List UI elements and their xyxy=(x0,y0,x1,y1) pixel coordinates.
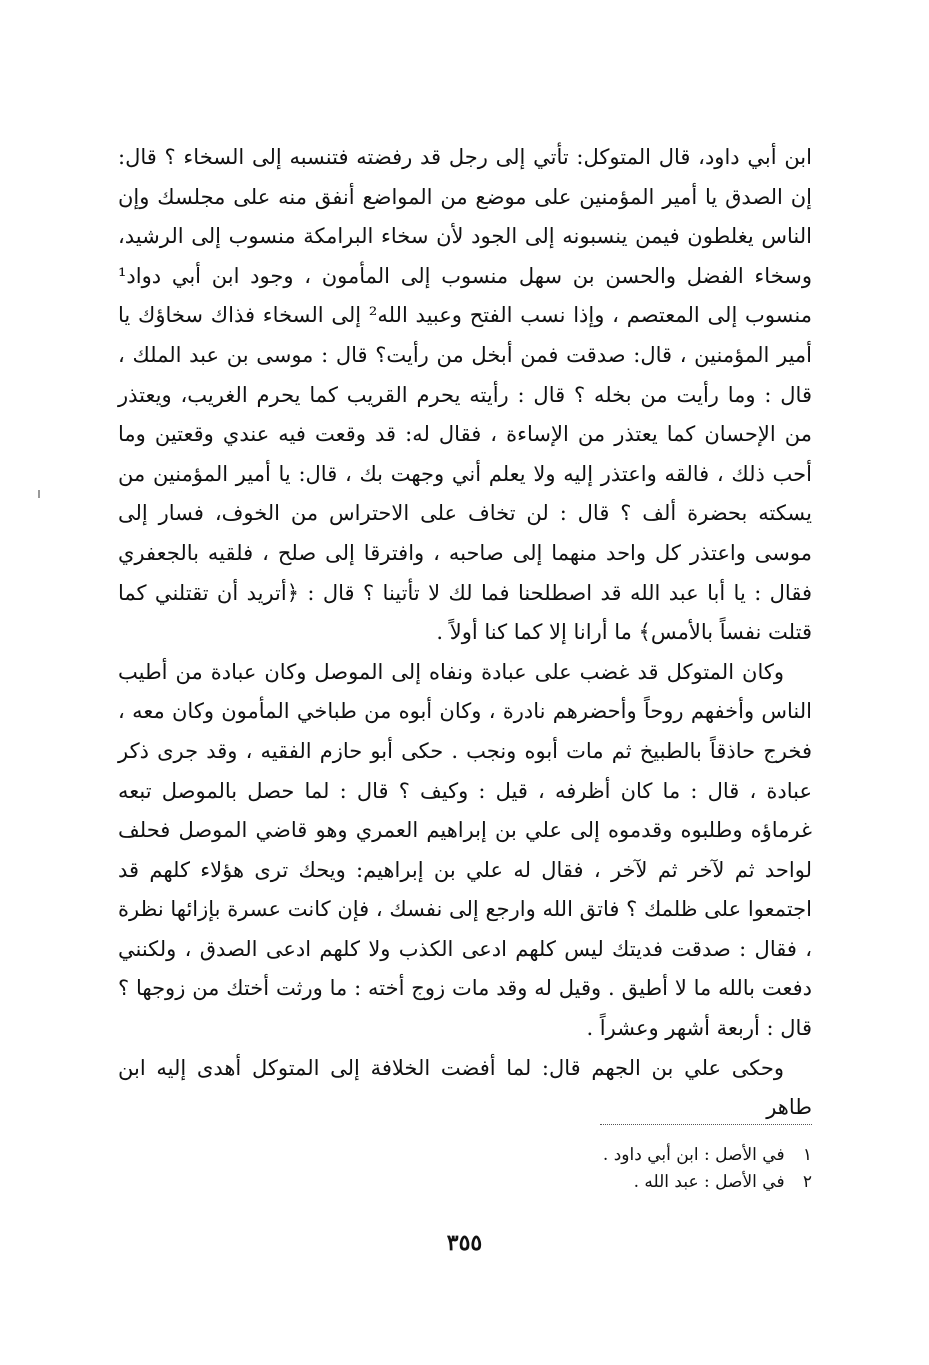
paragraph-3: وحكى علي بن الجهم قال: لما أفضت الخلافة إلى المتوكل أهدى إليه ابن طاهر xyxy=(118,1055,812,1120)
footnotes xyxy=(420,1142,812,1196)
footnote-text: في الأصل : ابن أبي داود . xyxy=(602,1145,785,1165)
footnote-separator xyxy=(600,1124,812,1125)
body-text xyxy=(118,138,812,1128)
paragraph-1: ابن أبي داود، قال المتوكل: تأتي إلى رجل قد رفضته فتنسبه إلى السخاء ؟ قال: إن الصدق يا أمير المؤمنين على موضع من المواضع أنفق منه على مجلسك وإن الناس يغلطون فيمن ينسبونه إلى الجود لأن سخاء البرامكة منسوب إلى الرشيد، وسخاء الفضل والحسن بن سهل منسوب إلى المأمون ، وجود ابن أبي دواد¹ منسوب إلى المعتصم ، وإذا نسب الفتح وعبيد الله² إلى السخاء فذاك سخاؤك يا أمير المؤمنين ، قال: صدقت فمن أبخل من رأيت؟ قال : موسى بن عبد الملك ، قال : وما رأيت من بخله ؟ قال : رأيته يحرم القريب كما يحرم الغريب، ويعتذر من الإحسان كما يعتذر من الإساءة ، فقال له: قد وقعت فيه عندي وقعتين وما أحب ذلك ، فالقه واعتذر إليه ولا يعلم أني وجهت بك ، قال: يا أمير المؤمنين من يسكته بحضرة ألف ؟ قال : لن تخاف على الاحتراس من الخوف، فسار إلى موسى واعتذر كل واحد منهما إلى صاحبه ، وافترقا إلى صلح ، فلقيه بالجعفري فقال : يا أبا عبد الله قد اصطلحنا فما لك لا تأتينا ؟ قال : ﴿أتريد أن تقتلني كما قتلت نفساً بالأمس﴾ ما أرانا إلا كما كنا أولاً . xyxy=(118,145,812,645)
paragraph-2: وكان المتوكل قد غضب على عبادة ونفاه إلى الموصل وكان عبادة من أطيب الناس وأخفهم روحاً وأحضرهم نادرة ، وكان أبوه من طباخي المأمون وكان معه ، فخرج حاذقاً بالطبيخ ثم مات أبوه ونجب . حكى أبو حازم الفقيه ، وقد جرى ذكر عبادة ، قال : ما كان أظرفه ، قيل : وكيف ؟ قال : لما حصل بالموصل تبعه غرماؤه وطلبوه وقدموه إلى علي بن إبراهيم العمري وهو قاضي الموصل فحلف لواحد ثم لآخر ثم لآخر ، فقال له علي بن إبراهيم: ويحك ترى هؤلاء كلهم قد اجتمعوا على ظلمك ؟ فاتق الله وارجع إلى نفسك ، فإن كانت عسرة بإزائها نظرة ، فقال : صدقت فديتك ليس كلهم ادعى الكذب ولا كلهم ادعى الصدق ، ولكنني دفعت بالله ما لا أطيق . وقيل له وقد مات زوج أخته : ما ورثت أختك من زوجها ؟ قال : أربعة أشهر وعشراً . xyxy=(118,659,812,1041)
footnote-text: في الأصل : عبد الله . xyxy=(633,1172,785,1192)
page-number: ٣٥٥ xyxy=(446,1230,483,1256)
footnote-1 xyxy=(420,1142,812,1169)
footnote-number: ٢ xyxy=(802,1172,812,1192)
footnote-number: ١ xyxy=(802,1145,812,1165)
margin-mark xyxy=(38,490,40,498)
footnote-2 xyxy=(420,1169,812,1196)
